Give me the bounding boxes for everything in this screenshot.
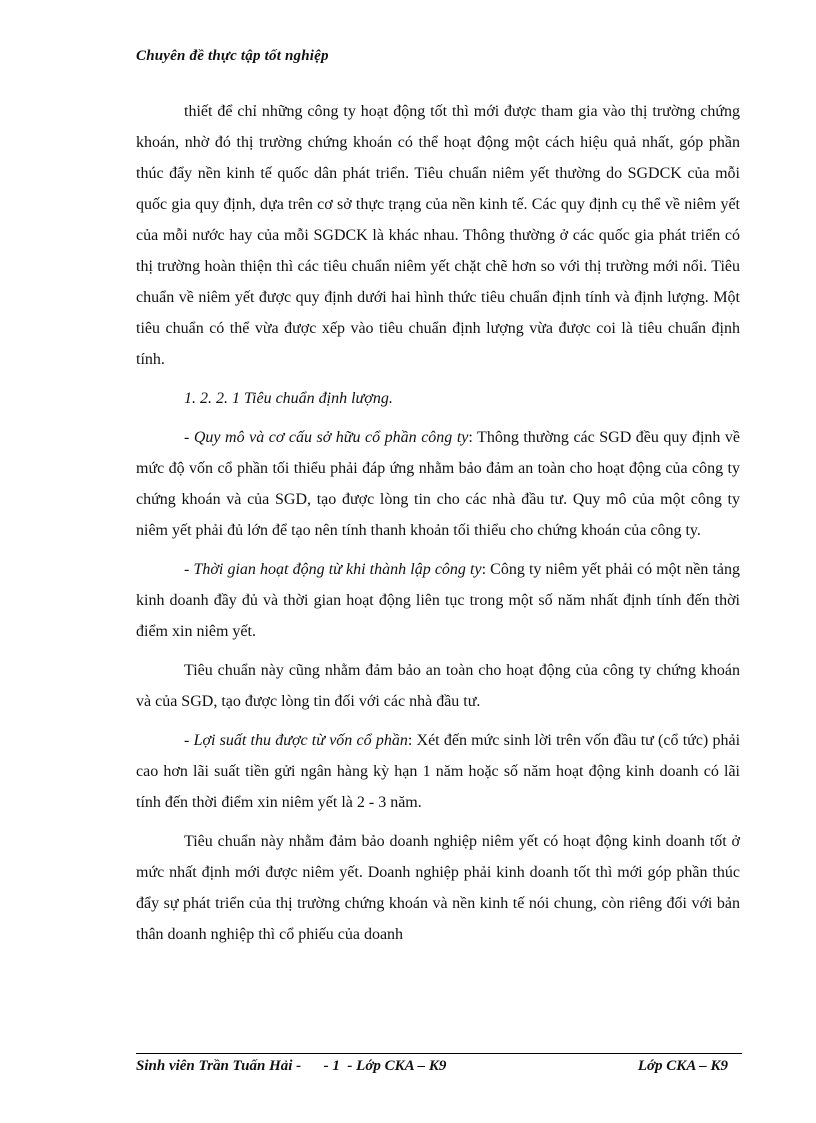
paragraph-operating-time-text: : Công ty niêm yết phải có một nền tảng kinh doanh đầy đủ và thời gian hoạt động liên tục trong một số năm nhất định tính đến thời điểm xin niêm yết.	[136, 561, 741, 640]
paragraph-business: Tiêu chuẩn này nhằm đảm bảo doanh nghiệp niêm yết có hoạt động kinh doanh tốt ở mức nhất định mới được niêm yết. Doanh nghiệp phải kinh doanh tốt thì mới góp phần thúc đẩy sự phát triển của thị trường chứng khoán và nền kinh tế nói chung, còn riêng đối với bản thân doanh nghiệp thì cổ phiếu của doanh	[136, 833, 740, 943]
bullet-dash: -	[184, 561, 194, 578]
term-yield: Lợi suất thu được từ vốn cổ phần	[193, 732, 408, 749]
paragraph-scale-text: : Thông thường các SGD đều quy định về mức độ vốn cổ phần tối thiểu phải đáp ứng nhằm bảo đảm an toàn cho hoạt động của công ty chứng khoán và của SGD, tạo được lòng tin cho các nhà đầu tư. Quy mô của một công ty niêm yết phải đủ lớn để tạo nên tính thanh khoản tối thiểu cho chứng khoán của công ty.	[136, 429, 741, 539]
page-header-title: Chuyên đề thực tập tốt nghiệp	[136, 48, 329, 64]
footer-class: Lớp CKA – K9	[637, 1058, 728, 1074]
term-operating-time: Thời gian hoạt động từ khi thành lập công ty	[193, 561, 482, 578]
paragraph-yield	[136, 725, 740, 818]
paragraph-operating-time	[136, 554, 740, 647]
document-body	[136, 96, 740, 958]
term-scale: Quy mô và cơ cấu sở hữu cổ phần công ty	[193, 429, 469, 446]
paragraph-scale	[136, 422, 740, 546]
bullet-dash: -	[184, 732, 194, 749]
section-heading: 1. 2. 2. 1 Tiêu chuẩn định lượng.	[184, 390, 393, 407]
bullet-dash: -	[184, 429, 194, 446]
paragraph-yield-text: : Xét đến mức sinh lời trên vốn đầu tư (cổ tức) phải cao hơn lãi suất tiền gửi ngân hàng kỳ hạn 1 năm hoặc số năm hoạt động kinh doanh có lãi tính đến thời điểm xin niêm yết là 2 - 3 năm.	[136, 732, 741, 811]
footer-student-info: Sinh viên Trần Tuấn Hải - - 1 - Lớp CKA – K9	[136, 1058, 447, 1074]
paragraph-safety: Tiêu chuẩn này cũng nhằm đảm bảo an toàn cho hoạt động của công ty chứng khoán và của SGD, tạo được lòng tin đối với các nhà đầu tư.	[136, 662, 740, 710]
footer-divider	[136, 1053, 742, 1054]
paragraph-intro: thiết để chỉ những công ty hoạt động tốt thì mới được tham gia vào thị trường chứng khoán, nhờ đó thị trường chứng khoán có thể hoạt động một cách hiệu quả nhất, góp phần thúc đẩy nền kinh tế quốc dân phát triển. Tiêu chuẩn niêm yết thường do SGDCK của mỗi quốc gia quy định, dựa trên cơ sở thực trạng của nền kinh tế. Các quy định cụ thể về niêm yết của mỗi nước hay của mỗi SGDCK là khác nhau. Thông thường ở các quốc gia phát triển có thị trường hoàn thiện thì các tiêu chuẩn niêm yết chặt chẽ hơn so với thị trường mới nổi. Tiêu chuẩn về niêm yết được quy định dưới hai hình thức tiêu chuẩn định tính và định lượng. Một tiêu chuẩn có thể vừa được xếp vào tiêu chuẩn định lượng vừa được coi là tiêu chuẩn định tính.	[136, 103, 740, 368]
